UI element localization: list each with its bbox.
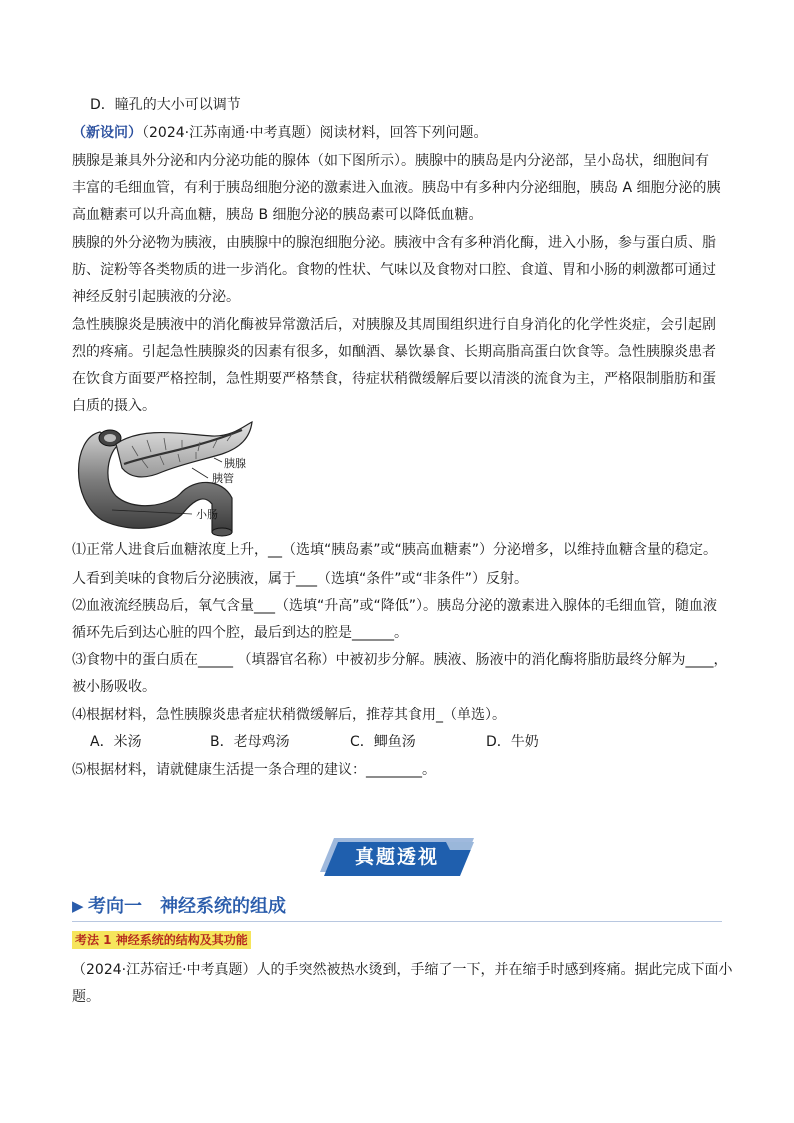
material-line: 高血糖素可以升高血糖，胰岛 B 细胞分泌的胰岛素可以降低血糖。 — [72, 207, 483, 223]
label-small-intestine: 小肠 — [196, 508, 218, 521]
material-line: 神经反射引起胰液的分泌。 — [72, 289, 240, 305]
material-line: 白质的摄入。 — [72, 398, 156, 414]
source-citation: （2024·江苏南通·中考真题） — [142, 125, 320, 141]
label-pancreatic-duct: 胰管 — [212, 472, 234, 485]
question-1-line: ⑴正常人进食后血糖浓度上升，__（选填“胰岛素”或“胰高血糖素”）分泌增多，以维持血糖含量的稳定。 — [72, 542, 718, 558]
new-question-tag: （新设问） — [72, 125, 142, 141]
material-line: 丰富的毛细血管，有利于胰岛细胞分泌的激素进入血液。胰岛中有多种内分泌细胞，胰岛 A 细胞分泌的胰 — [72, 180, 721, 196]
pancreas-figure — [72, 420, 282, 540]
option-d-milk: D．牛奶 — [486, 734, 539, 750]
triangle-marker-icon: ▶ — [72, 897, 84, 915]
material-line: 急性胰腺炎是胰液中的消化酶被异常激活后，对胰腺及其周围组织进行自身消化的化学性炎症，会引起剧 — [72, 317, 716, 333]
section-heading — [72, 895, 722, 922]
material-line: 肪、淀粉等各类物质的进一步消化。食物的性状、气味以及食物对口腔、食道、胃和小肠的刺激都可通过 — [72, 262, 716, 278]
banner-title: 真题透视 — [354, 846, 439, 868]
option-c: C．鲫鱼汤 — [350, 734, 416, 750]
question-4: ⑷根据材料，急性胰腺炎患者症状稍微缓解后，推荐其食用_（单选）。 — [72, 707, 506, 723]
option-b: B．老母鸡汤 — [210, 734, 290, 750]
question-intro — [72, 124, 488, 142]
option-a: A．米汤 — [90, 734, 142, 750]
next-question-line: 题。 — [72, 989, 100, 1005]
question-2-line: 循环先后到达心脏的四个腔，最后到达的腔是______。 — [72, 625, 408, 641]
method-highlight-label: 考法 1 神经系统的结构及其功能 — [72, 931, 251, 949]
pancreas-illustration — [72, 420, 282, 540]
question-3-line: ⑶食物中的蛋白质在_____ （填器官名称）中被初步分解。胰液、肠液中的消化酶将脂肪最终分解为____， — [72, 652, 728, 668]
material-line: 在饮食方面要严格控制，急性期要严格禁食，待症状稍微缓解后要以清淡的流食为主，严格限制脂肪和蛋 — [72, 371, 716, 387]
section-banner — [318, 836, 476, 878]
question-1-line: 人看到美味的食物后分泌胰液，属于___（选填“条件”或“非条件”）反射。 — [72, 571, 529, 587]
material-line: 胰腺的外分泌物为胰液，由胰腺中的腺泡细胞分泌。胰液中含有多种消化酶，进入小肠，参与蛋白质、脂 — [72, 235, 716, 251]
label-pancreas: 胰腺 — [224, 457, 246, 470]
question-2-line: ⑵血液流经胰岛后，氧气含量___（选填“升高”或“降低”）。胰岛分泌的激素进入腺体的毛细血管，随血液 — [72, 598, 718, 614]
instruction-text: 阅读材料，回答下列问题。 — [319, 125, 488, 141]
material-line: 烈的疼痛。引起急性胰腺炎的因素有很多，如酗酒、暴饮暴食、长期高脂高蛋白饮食等。急性胰腺炎患者 — [72, 344, 716, 360]
question-3-line: 被小肠吸收。 — [72, 679, 156, 695]
option-d: D．瞳孔的大小可以调节 — [90, 97, 241, 113]
section-title: 考向一 神经系统的组成 — [88, 896, 286, 917]
material-line: 胰腺是兼具外分泌和内分泌功能的腺体（如下图所示）。胰腺中的胰岛是内分泌部，呈小岛状，细胞间有 — [72, 153, 709, 169]
next-question-line: （2024·江苏宿迁·中考真题）人的手突然被热水烫到，手缩了一下，并在缩手时感到疼痛。据此完成下面小 — [72, 962, 733, 978]
question-5: ⑸根据材料，请就健康生活提一条合理的建议：________。 — [72, 762, 436, 778]
